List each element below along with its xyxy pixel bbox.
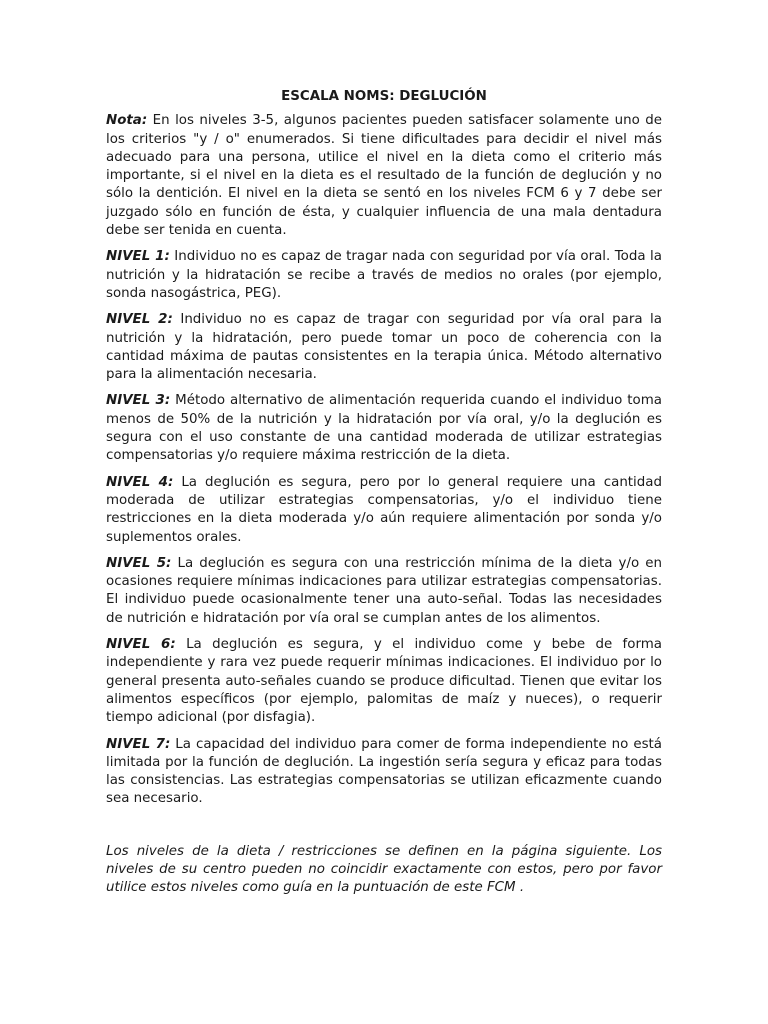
level-6-text: La deglución es segura, y el individuo come y bebe de forma independiente y rara vez puede requerir mínimas indicaciones. El individuo por lo general presenta auto-señales cuando se produce dificultad. Tienen que evitar los alimentos específicos (por ejemplo, palomitas de maíz y nueces), o requerir tiempo adicional (por disfagia).	[106, 637, 662, 726]
level-7-label: NIVEL 7:	[106, 736, 171, 752]
level-2-text: Individuo no es capaz de tragar con seguridad por vía oral para la nutrición y la hidratación, pero puede tomar un poco de coherencia con la cantidad máxima de pautas consistentes en la terapia única. Método alternativo para la alimentación necesaria.	[106, 312, 662, 383]
level-6-label: NIVEL 6:	[106, 637, 176, 653]
note-label: Nota:	[106, 113, 148, 129]
document-title: ESCALA NOMS: DEGLUCIÓN	[281, 89, 487, 104]
level-1-text: Individuo no es capaz de tragar nada con seguridad por vía oral. Toda la nutrición y la hidratación se recibe a través de medios no orales (por ejemplo, sonda nasogástrica, PEG).	[106, 249, 662, 301]
level-7-paragraph	[106, 736, 662, 809]
level-3-label: NIVEL 3:	[106, 393, 171, 409]
note-paragraph	[106, 112, 662, 240]
level-5-label: NIVEL 5:	[106, 555, 172, 571]
level-2-paragraph	[106, 311, 662, 384]
footer-note: Los niveles de la dieta / restricciones se definen en la página siguiente. Los niveles de su centro pueden no coincidir exactamente con estos, pero por favor utilice estos niveles como guía en la puntuación de este FCM .	[106, 843, 662, 896]
level-4-paragraph	[106, 474, 662, 547]
level-7-text: La capacidad del individuo para comer de forma independiente no está limitada por la función de deglución. La ingestión sería segura y eficaz para todas las consistencias. Las estrategias compensatorias se utilizan eficazmente cuando sea necesario.	[106, 736, 663, 807]
level-1-paragraph	[106, 248, 662, 303]
level-3-text: Método alternativo de alimentación requerida cuando el individuo toma menos de 50% de la nutrición y la hidratación por vía oral, y/o la deglución es segura con el uso constante de una cantidad moderada de utilizar estrategias compensatorias y/o requiere máxima restricción de la dieta.	[106, 393, 662, 464]
level-5-text: La deglución es segura con una restricción mínima de la dieta y/o en ocasiones requiere mínimas indicaciones para utilizar estrategias compensatorias. El individuo puede ocasionalmente tener una auto-señal. Todas las necesidades de nutrición e hidratación por vía oral se cumplan antes de los alimentos.	[106, 555, 662, 626]
level-3-paragraph	[106, 392, 662, 465]
level-4-text: La deglución es segura, pero por lo general requiere una cantidad moderada de utilizar estrategias compensatorias, y/o el individuo tiene restricciones en la dieta moderada y/o aún requiere alimentación por sonda y/o suplementos orales.	[106, 474, 662, 545]
level-6-paragraph	[106, 636, 662, 727]
level-5-paragraph	[106, 555, 662, 628]
note-text: En los niveles 3-5, algunos pacientes pueden satisfacer solamente uno de los criterios "y / o" enumerados. Si tiene dificultades para decidir el nivel más adecuado para una persona, utilice el nivel en la dieta como el criterio más importante, si el nivel en la dieta es el resultado de la función de deglución y no sólo la dentición. El nivel en la dieta se sentó en los niveles FCM 6 y 7 debe ser juzgado sólo en función de ésta, y cualquier influencia de una mala dentadura debe ser tenida en cuenta.	[106, 113, 662, 239]
level-4-label: NIVEL 4:	[106, 474, 174, 490]
level-2-label: NIVEL 2:	[106, 312, 173, 328]
document-page	[106, 88, 662, 906]
level-1-label: NIVEL 1:	[106, 249, 170, 265]
